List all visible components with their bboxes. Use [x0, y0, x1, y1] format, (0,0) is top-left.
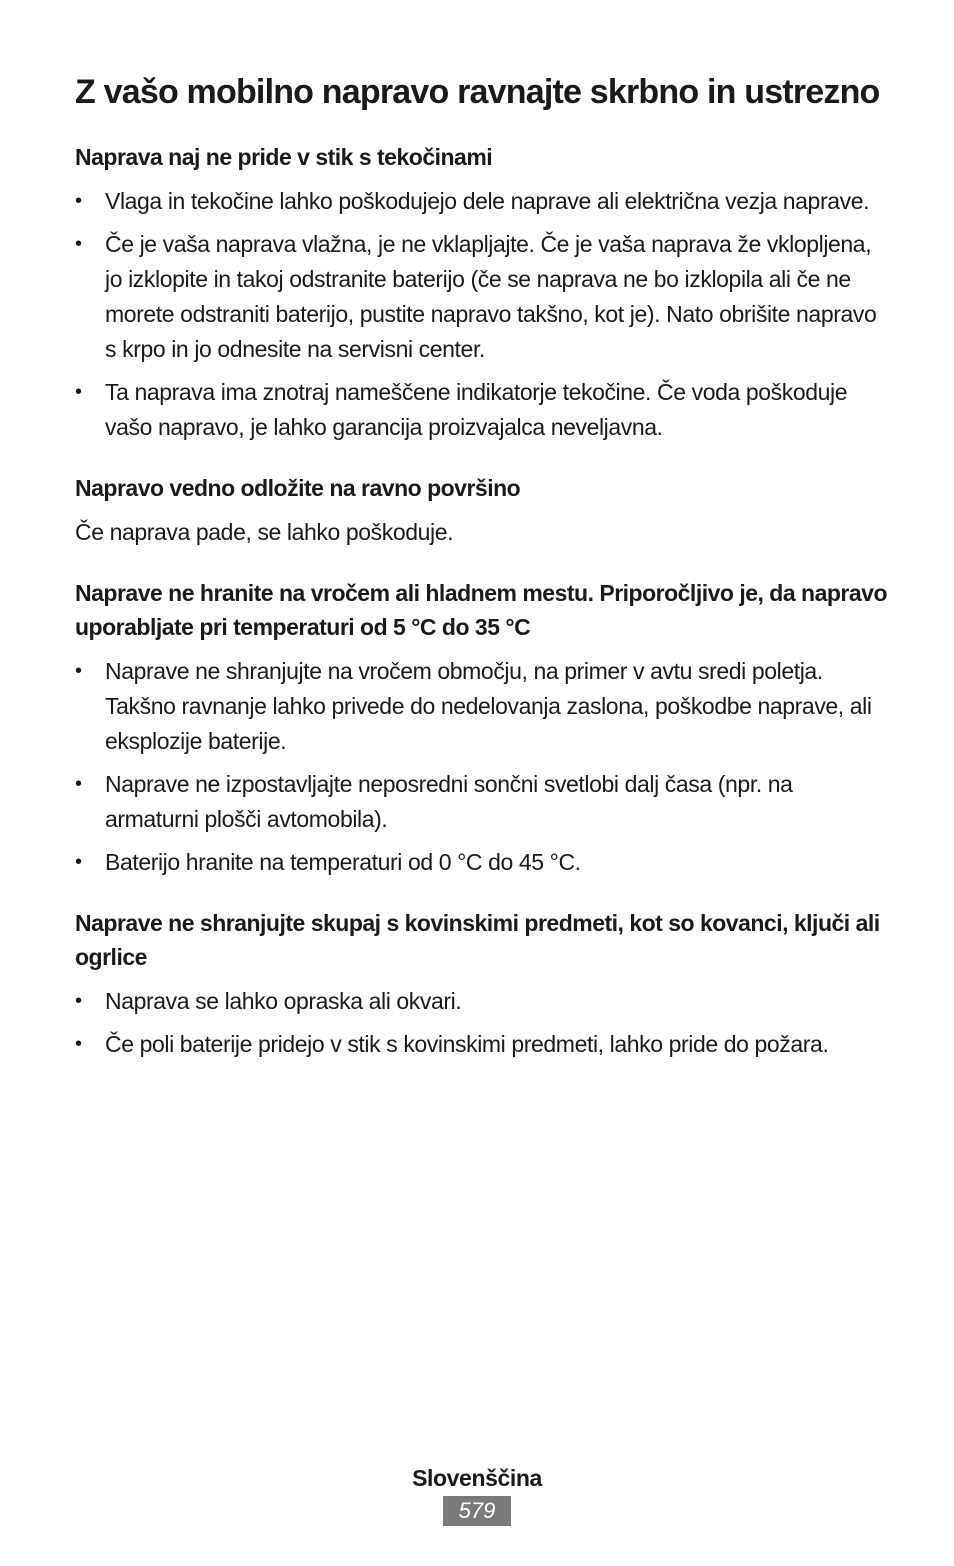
list-item-text: Naprava se lahko opraska ali okvari.: [105, 988, 462, 1014]
list-item: [75, 184, 890, 219]
page-footer: [0, 1463, 954, 1526]
list-item-text: Naprave ne izpostavljajte neposredni sončni svetlobi dalj časa (npr. na armaturni plošči avtomobila).: [105, 771, 793, 832]
bullet-icon: •: [75, 1033, 82, 1055]
section-heading: Naprava naj ne pride v stik s tekočinami: [75, 144, 493, 170]
list-item-text: Če je vaša naprava vlažna, je ne vklapljajte. Če je vaša naprava že vklopljena, jo izklopite in takoj odstranite baterijo (če se naprava ne bo izklopila ali če ne morete odstraniti baterijo, pustite napravo takšno, kot je). Nato obrišite napravo s krpo in jo odnesite na servisni center.: [105, 231, 877, 362]
bullet-icon: •: [75, 233, 82, 255]
section-heading: Naprave ne hranite na vročem ali hladnem mestu. Priporočljivo je, da napravo uporabljate pri temperaturi od 5 °C do 35 °C: [75, 580, 888, 640]
paragraph: Če naprava pade, se lahko poškoduje.: [75, 519, 454, 545]
page-number: 579: [443, 1496, 511, 1526]
list-item-text: Če poli baterije pridejo v stik s kovinskimi predmeti, lahko pride do požara.: [105, 1031, 829, 1057]
list-item: [75, 1027, 890, 1062]
list-item-text: Ta naprava ima znotraj nameščene indikatorje tekočine. Če voda poškoduje vašo napravo, je lahko garancija proizvajalca neveljavna.: [105, 379, 848, 440]
list-item: [75, 654, 890, 759]
section-temperature: [75, 576, 890, 880]
section-liquids: [75, 140, 890, 445]
bullet-list: [75, 984, 890, 1062]
section-metal-objects: [75, 906, 890, 1062]
bullet-icon: •: [75, 773, 82, 795]
section-flat-surface: [75, 471, 890, 550]
list-item: [75, 227, 890, 367]
bullet-icon: •: [75, 660, 82, 682]
list-item: [75, 984, 890, 1019]
footer-language: Slovenščina: [412, 1465, 542, 1491]
section-heading: Naprave ne shranjujte skupaj s kovinskimi predmeti, kot so kovanci, ključi ali ogrlice: [75, 910, 880, 970]
section-heading: Napravo vedno odložite na ravno površino: [75, 475, 521, 501]
bullet-list: [75, 184, 890, 445]
bullet-icon: •: [75, 851, 82, 873]
bullet-icon: •: [75, 190, 82, 212]
list-item: [75, 375, 890, 445]
bullet-list: [75, 654, 890, 880]
list-item-text: Naprave ne shranjujte na vročem območju, na primer v avtu sredi poletja. Takšno ravnanje lahko privede do nedelovanja zaslona, poškodbe naprave, ali eksplozije baterije.: [105, 658, 872, 754]
bullet-icon: •: [75, 990, 82, 1012]
list-item-text: Vlaga in tekočine lahko poškodujejo dele naprave ali električna vezja naprave.: [105, 188, 870, 214]
bullet-icon: •: [75, 381, 82, 403]
list-item-text: Baterijo hranite na temperaturi od 0 °C do 45 °C.: [105, 849, 581, 875]
page-title: Z vašo mobilno napravo ravnajte skrbno in ustrezno: [75, 73, 880, 111]
list-item: [75, 845, 890, 880]
list-item: [75, 767, 890, 837]
page-content: [75, 70, 890, 1070]
